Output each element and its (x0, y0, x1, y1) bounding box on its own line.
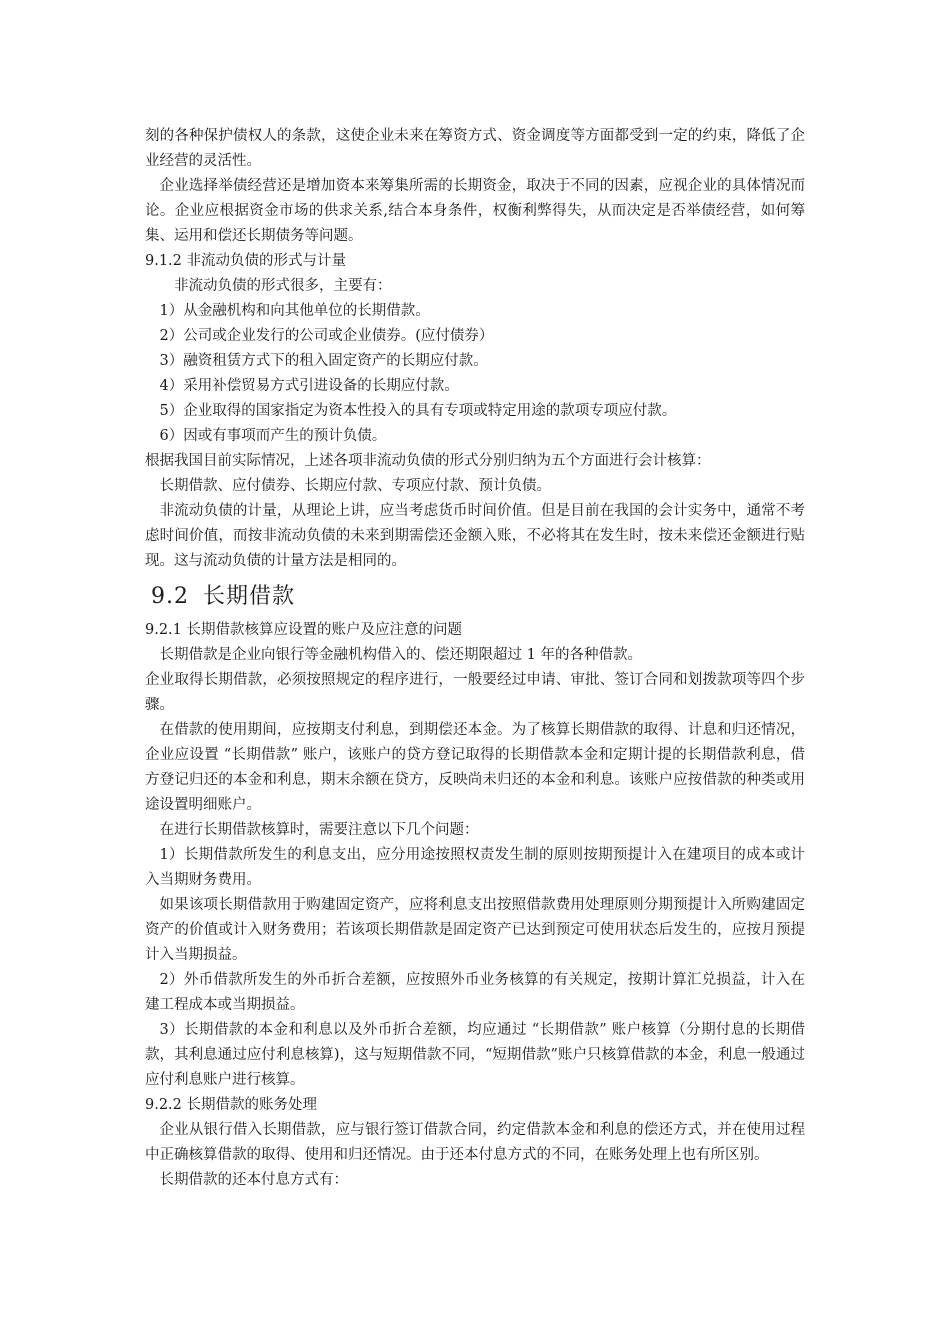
section-heading-9-2-2: 9.2.2 长期借款的账务处理 (145, 1097, 318, 1113)
document-page (145, 124, 805, 1193)
paragraph: 长期借款是企业向银行等金融机构借入的、偿还期限超过 1 年的各种借款。 (159, 647, 642, 663)
list-item: 2）公司或企业发行的公司或企业债券。(应付债券） (159, 328, 494, 344)
list-item: 4）采用补偿贸易方式引进设备的长期应付款。 (159, 378, 459, 394)
paragraph: 如果该项长期借款用于购建固定资产，应将利息支出按照借款费用处理原则分期预提计入所购建固定资产的价值或计入财务费用；若该项长期借款是固定资产已达到预定可使用状态后发生的，应按月预提计入当期损益。 (145, 897, 805, 963)
heading-number: 9.2 (151, 584, 189, 609)
paragraph: 企业从银行借入长期借款，应与银行签订借款合同，约定借款本金和利息的偿还方式，并在使用过程中正确核算借款的取得、使用和归还情况。由于还本付息方式的不同，在账务处理上也有所区别。 (145, 1122, 805, 1163)
heading-title: 长期借款 (203, 584, 296, 609)
paragraph: 在借款的使用期间，应按期支付利息，到期偿还本金。为了核算长期借款的取得、计息和归还情况，企业应设置 “长期借款” 账户，该账户的贷方登记取得的长期借款本金和定期计提的长期借款利息，借方登记归还的本金和利息，期末余额在贷方，反映尚未归还的本金和利息。该账户应按借款的种类或用途设置明细账户。 (145, 722, 805, 813)
list-item: 5）企业取得的国家指定为资本性投入的具有专项或特定用途的款项专项应付款。 (159, 403, 677, 419)
paragraph: 根据我国目前实际情况，上述各项非流动负债的形式分别归纳为五个方面进行会计核算： (145, 453, 711, 469)
paragraph: 企业取得长期借款，必须按照规定的程序进行，一般要经过申请、审批、签订合同和划拨款项等四个步骤。 (145, 672, 805, 713)
paragraph: 非流动负债的形式很多，主要有： (174, 278, 392, 294)
list-item: 6）因或有事项而产生的预计负债。 (159, 428, 387, 444)
paragraph: 非流动负债的计量，从理论上讲，应当考虑货币时间价值。但是目前在我国的会计实务中，通常不考虑时间价值，而按非流动负债的未来到期需偿还金额入账，不必将其在发生时，按未来偿还金额进行贴现。这与流动负债的计量方法是相同的。 (145, 503, 805, 569)
list-item: 1）长期借款所发生的利息支出，应分用途按照权责发生制的原则按期预提计入在建项目的成本或计入当期财务费用。 (145, 847, 805, 888)
paragraph: 长期借款、应付债券、长期应付款、专项应付款、预计负债。 (159, 478, 551, 494)
paragraph: 长期借款的还本付息方式有： (159, 1172, 348, 1188)
list-item: 3）长期借款的本金和利息以及外币折合差额，均应通过 “长期借款” 账户核算（分期付息的长期借款，其利息通过应付利息核算)，这与短期借款不同，“短期借款”账户只核算借款的本金，利息一般通过应付利息账户进行核算。 (145, 1022, 805, 1088)
list-item: 1）从金融机构和向其他单位的长期借款。 (159, 303, 430, 319)
paragraph: 企业选择举债经营还是增加资本来筹集所需的长期资金，取决于不同的因素，应视企业的具体情况而论。企业应根据资金市场的供求关系,结合本身条件，权衡利弊得失，从而决定是否举债经营，如何筹集、运用和偿还长期债务等问题。 (145, 178, 805, 244)
section-heading-9-2-1: 9.2.1 长期借款核算应设置的账户及应注意的问题 (145, 622, 463, 638)
section-heading-9-2 (151, 580, 805, 614)
paragraph: 在进行长期借款核算时，需要注意以下几个问题： (159, 822, 479, 838)
paragraph: 刻的各种保护债权人的条款，这使企业未来在筹资方式、资金调度等方面都受到一定的约束，降低了企业经营的灵活性。 (145, 128, 805, 169)
section-heading-9-1-2: 9.1.2 非流动负债的形式与计量 (145, 253, 347, 269)
list-item: 3）融资租赁方式下的租入固定资产的长期应付款。 (159, 353, 488, 369)
list-item: 2）外币借款所发生的外币折合差额，应按照外币业务核算的有关规定，按期计算汇兑损益，计入在建工程成本或当期损益。 (145, 972, 805, 1013)
